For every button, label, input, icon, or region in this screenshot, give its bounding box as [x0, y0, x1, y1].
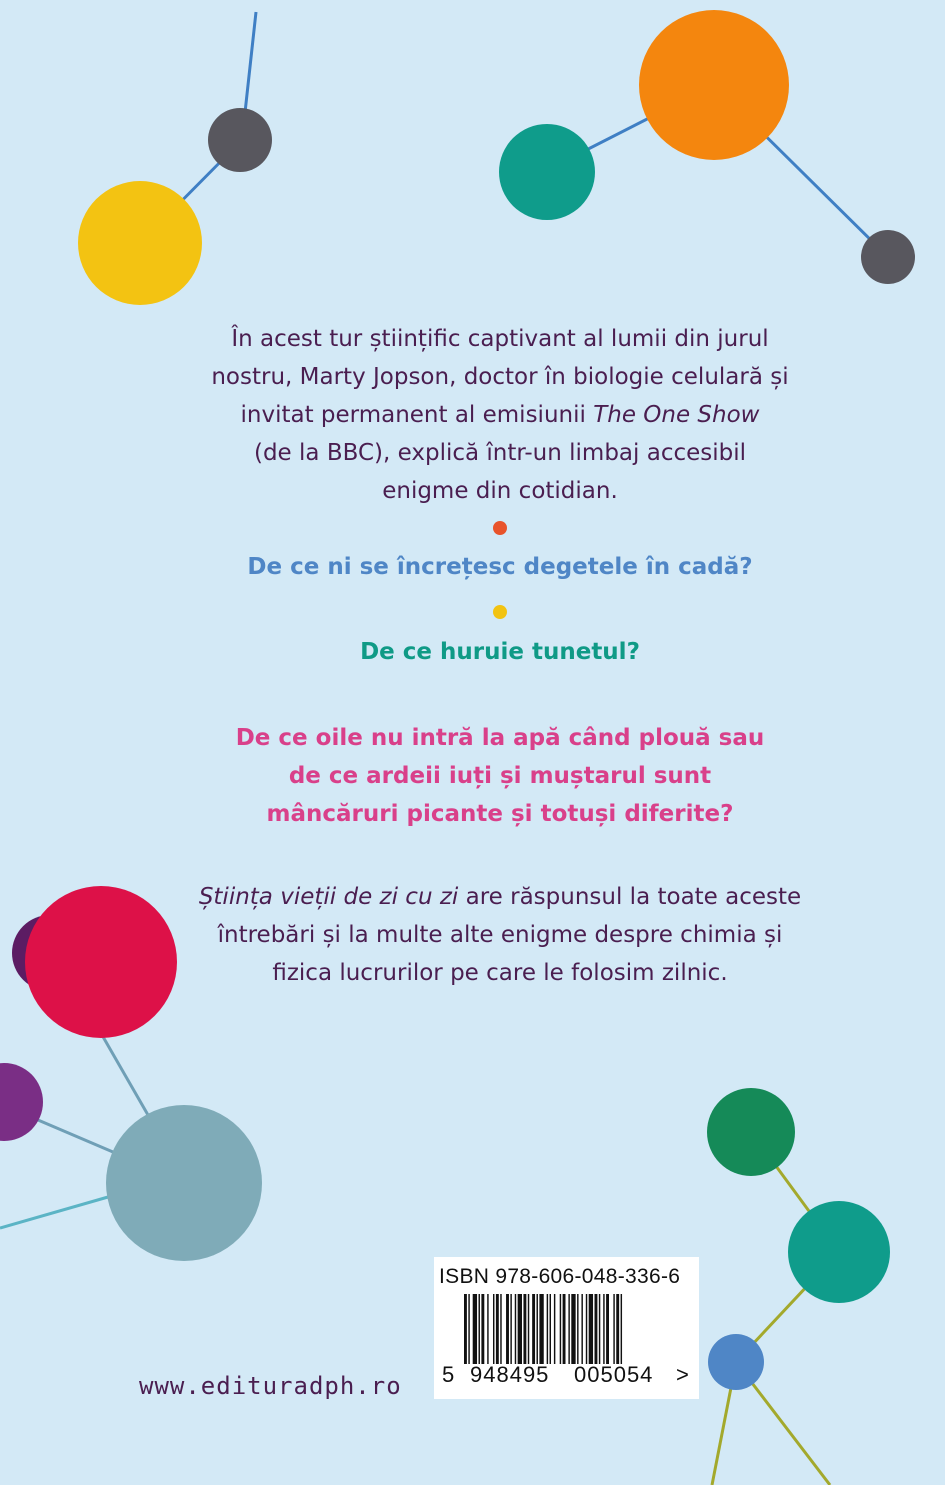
barcode-bar [547, 1294, 548, 1364]
barcode-bar [528, 1294, 529, 1364]
barcode-bar [595, 1294, 598, 1364]
intro-line: (de la BBC), explică într-un limbaj accesibil [253, 440, 747, 466]
barcode-bar [506, 1294, 509, 1364]
molecule-atom [106, 1105, 262, 1261]
molecule-atom [499, 124, 595, 220]
molecule-atom [708, 1334, 764, 1390]
molecule-atom [208, 108, 272, 172]
barcode-bar [500, 1294, 501, 1364]
question-3-line: De ce oile nu intră la apă când plouă sau [235, 725, 765, 751]
barcode-bar [537, 1294, 538, 1364]
molecule-atom [788, 1201, 890, 1303]
barcode-bar [496, 1294, 499, 1364]
barcode-bar [603, 1294, 604, 1364]
barcode-digit-first: 5 [442, 1362, 455, 1387]
question-2: De ce huruie tunetul? [360, 639, 640, 665]
barcode-bar [571, 1294, 575, 1364]
bullet-dot-yellow [493, 605, 507, 619]
publisher-url[interactable]: www.edituradph.ro [139, 1372, 402, 1400]
barcode-bar [621, 1294, 622, 1364]
barcode-bar [577, 1294, 578, 1364]
barcode-bar [606, 1294, 609, 1364]
question-1: De ce ni se încrețesc degetele în cadă? [247, 554, 753, 580]
barcode-bar [560, 1294, 561, 1364]
barcode-arrow: > [676, 1362, 689, 1387]
book-title: Știința vieții de zi cu zi [198, 884, 459, 910]
bullet-dot-orange [493, 521, 507, 535]
closing-line [150, 878, 850, 916]
isbn-text: ISBN 978-606-048-336-6 [439, 1265, 681, 1288]
molecule-atom [707, 1088, 795, 1176]
barcode-bar [481, 1294, 484, 1364]
barcode-digits-right: 005054 [574, 1362, 654, 1387]
barcode-panel [434, 1257, 699, 1399]
molecule-atom [639, 10, 789, 160]
barcode-bar [563, 1294, 566, 1364]
barcode-bars [464, 1294, 674, 1364]
molecule-atom [861, 230, 915, 284]
barcode-bar [599, 1294, 600, 1364]
barcode-digits-left: 948495 [470, 1362, 550, 1387]
barcode-bar [473, 1294, 477, 1364]
barcode-bar [554, 1294, 555, 1364]
closing-line: întrebări și la multe alte enigme despre chimia și [217, 922, 783, 948]
barcode-bar [518, 1294, 522, 1364]
barcode-bar [468, 1294, 469, 1364]
show-title: The One Show [593, 402, 760, 428]
barcode-bar [464, 1294, 467, 1364]
molecule-atom [78, 181, 202, 305]
closing-line: fizica lucrurilor pe care le folosim zilnic. [272, 960, 728, 986]
barcode-bar [539, 1294, 543, 1364]
barcode-bar [493, 1294, 494, 1364]
barcode-bar [515, 1294, 516, 1364]
closing-line-rest: are răspunsul la toate aceste [458, 884, 802, 910]
barcode-bar [568, 1294, 569, 1364]
molecule-atom [0, 1063, 43, 1141]
question-3 [150, 719, 850, 833]
intro-line: nostru, Marty Jopson, doctor în biologie celulară și [211, 364, 789, 390]
barcode-bar [589, 1294, 593, 1364]
barcode-bar [613, 1294, 614, 1364]
barcode-bar [510, 1294, 511, 1364]
question-3-line: mâncăruri picante și totuși diferite? [266, 801, 734, 827]
closing-paragraph [150, 878, 850, 992]
barcode-bar [479, 1294, 480, 1364]
intro-line [150, 396, 850, 434]
barcode-bar [581, 1294, 582, 1364]
intro-line: enigme din cotidian. [382, 478, 618, 504]
barcode-bar [586, 1294, 587, 1364]
question-3-line: de ce ardeii iuți și muștarul sunt [288, 763, 712, 789]
intro-line-start: invitat permanent al emisiunii [240, 402, 594, 428]
intro-paragraph [150, 320, 850, 510]
barcode-bar [616, 1294, 619, 1364]
barcode-bar [523, 1294, 526, 1364]
barcode-bar [532, 1294, 535, 1364]
intro-line: În acest tur științific captivant al lumii din jurul [231, 326, 769, 352]
barcode-bar [487, 1294, 488, 1364]
barcode-bar [550, 1294, 551, 1364]
